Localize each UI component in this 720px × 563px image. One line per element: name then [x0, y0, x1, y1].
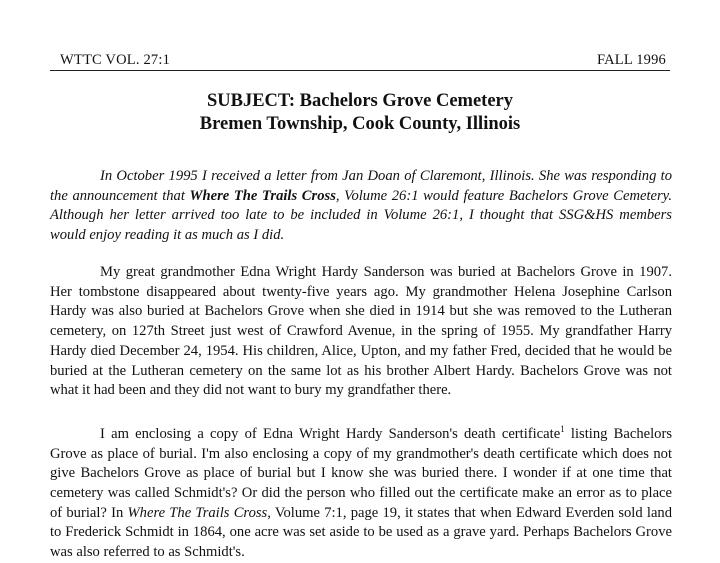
paragraph2-text-1: I am enclosing a copy of Edna Wright Hardy Sanderson's death certificate	[100, 425, 561, 442]
volume-label: WTTC VOL. 27:1	[60, 52, 171, 68]
intro-text-2: , Volume 26:1 would feature Bachelors Grove Cemetery. Although her letter arrived too late to be included in Volume 26:1, I thought that SSG&HS members would enjoy reading it as much as I did.	[50, 187, 672, 243]
letter-paragraph-1: My great grandmother Edna Wright Hardy Sanderson was buried at Bachelors Grove in 1907. Her tombstone disappeared about twenty-five years ago. My grandmother Helena Josephine Carlson Hardy was also buried at Bachelors Grove when she died in 1914 but she was removed to the Lutheran cemetery, on 127th Street just west of Crawford Avenue, in the spring of 1955. My grandfather Harry Hardy died December 24, 1954. His children, Alice, Upton, and my father Fred, decided that he would be buried at the Lutheran cemetery on the same lot as his brother Albert Hardy. Bachelors Grove was not what it had been and they did not want to bury my grandfather there.	[50, 264, 672, 399]
running-header	[50, 52, 670, 71]
footnote-marker: 1	[560, 424, 565, 434]
issue-date-label: FALL 1996	[596, 52, 666, 68]
intro-text-1: In October 1995 I received a letter from Jan Doan of Claremont, Illinois. She was responding to the announcement that	[50, 168, 672, 204]
letter-paragraph-2	[50, 420, 672, 563]
paragraph2-publication-name: Where The Trails Cross	[127, 504, 268, 521]
title-subject: SUBJECT: Bachelors Grove Cemetery	[206, 91, 514, 111]
paragraph2-text-2: listing Bachelors Grove as place of burial. I'm also enclosing a copy of my grandmother's death certificate which does not give Bachelors Grove as place of burial but I know she was buried there. I wonder if at one time that cemetery was called Schmidt's? Or did the person who filled out the certificate make an error as to place of burial? In	[50, 425, 673, 521]
editor-intro	[50, 167, 672, 245]
title-location: Bremen Township, Cook County, Illinois	[199, 114, 521, 134]
paragraph2-text-3: , Volume 7:1, page 19, it states that when Edward Everden sold land to Frederick Schmidt in 1864, one acre was set aside to be used as a grave yard. Perhaps Bachelors Grove was also referred to as Schmidt's.	[50, 504, 673, 561]
intro-publication-name: Where The Trails Cross	[189, 187, 336, 204]
article-title	[0, 90, 720, 136]
